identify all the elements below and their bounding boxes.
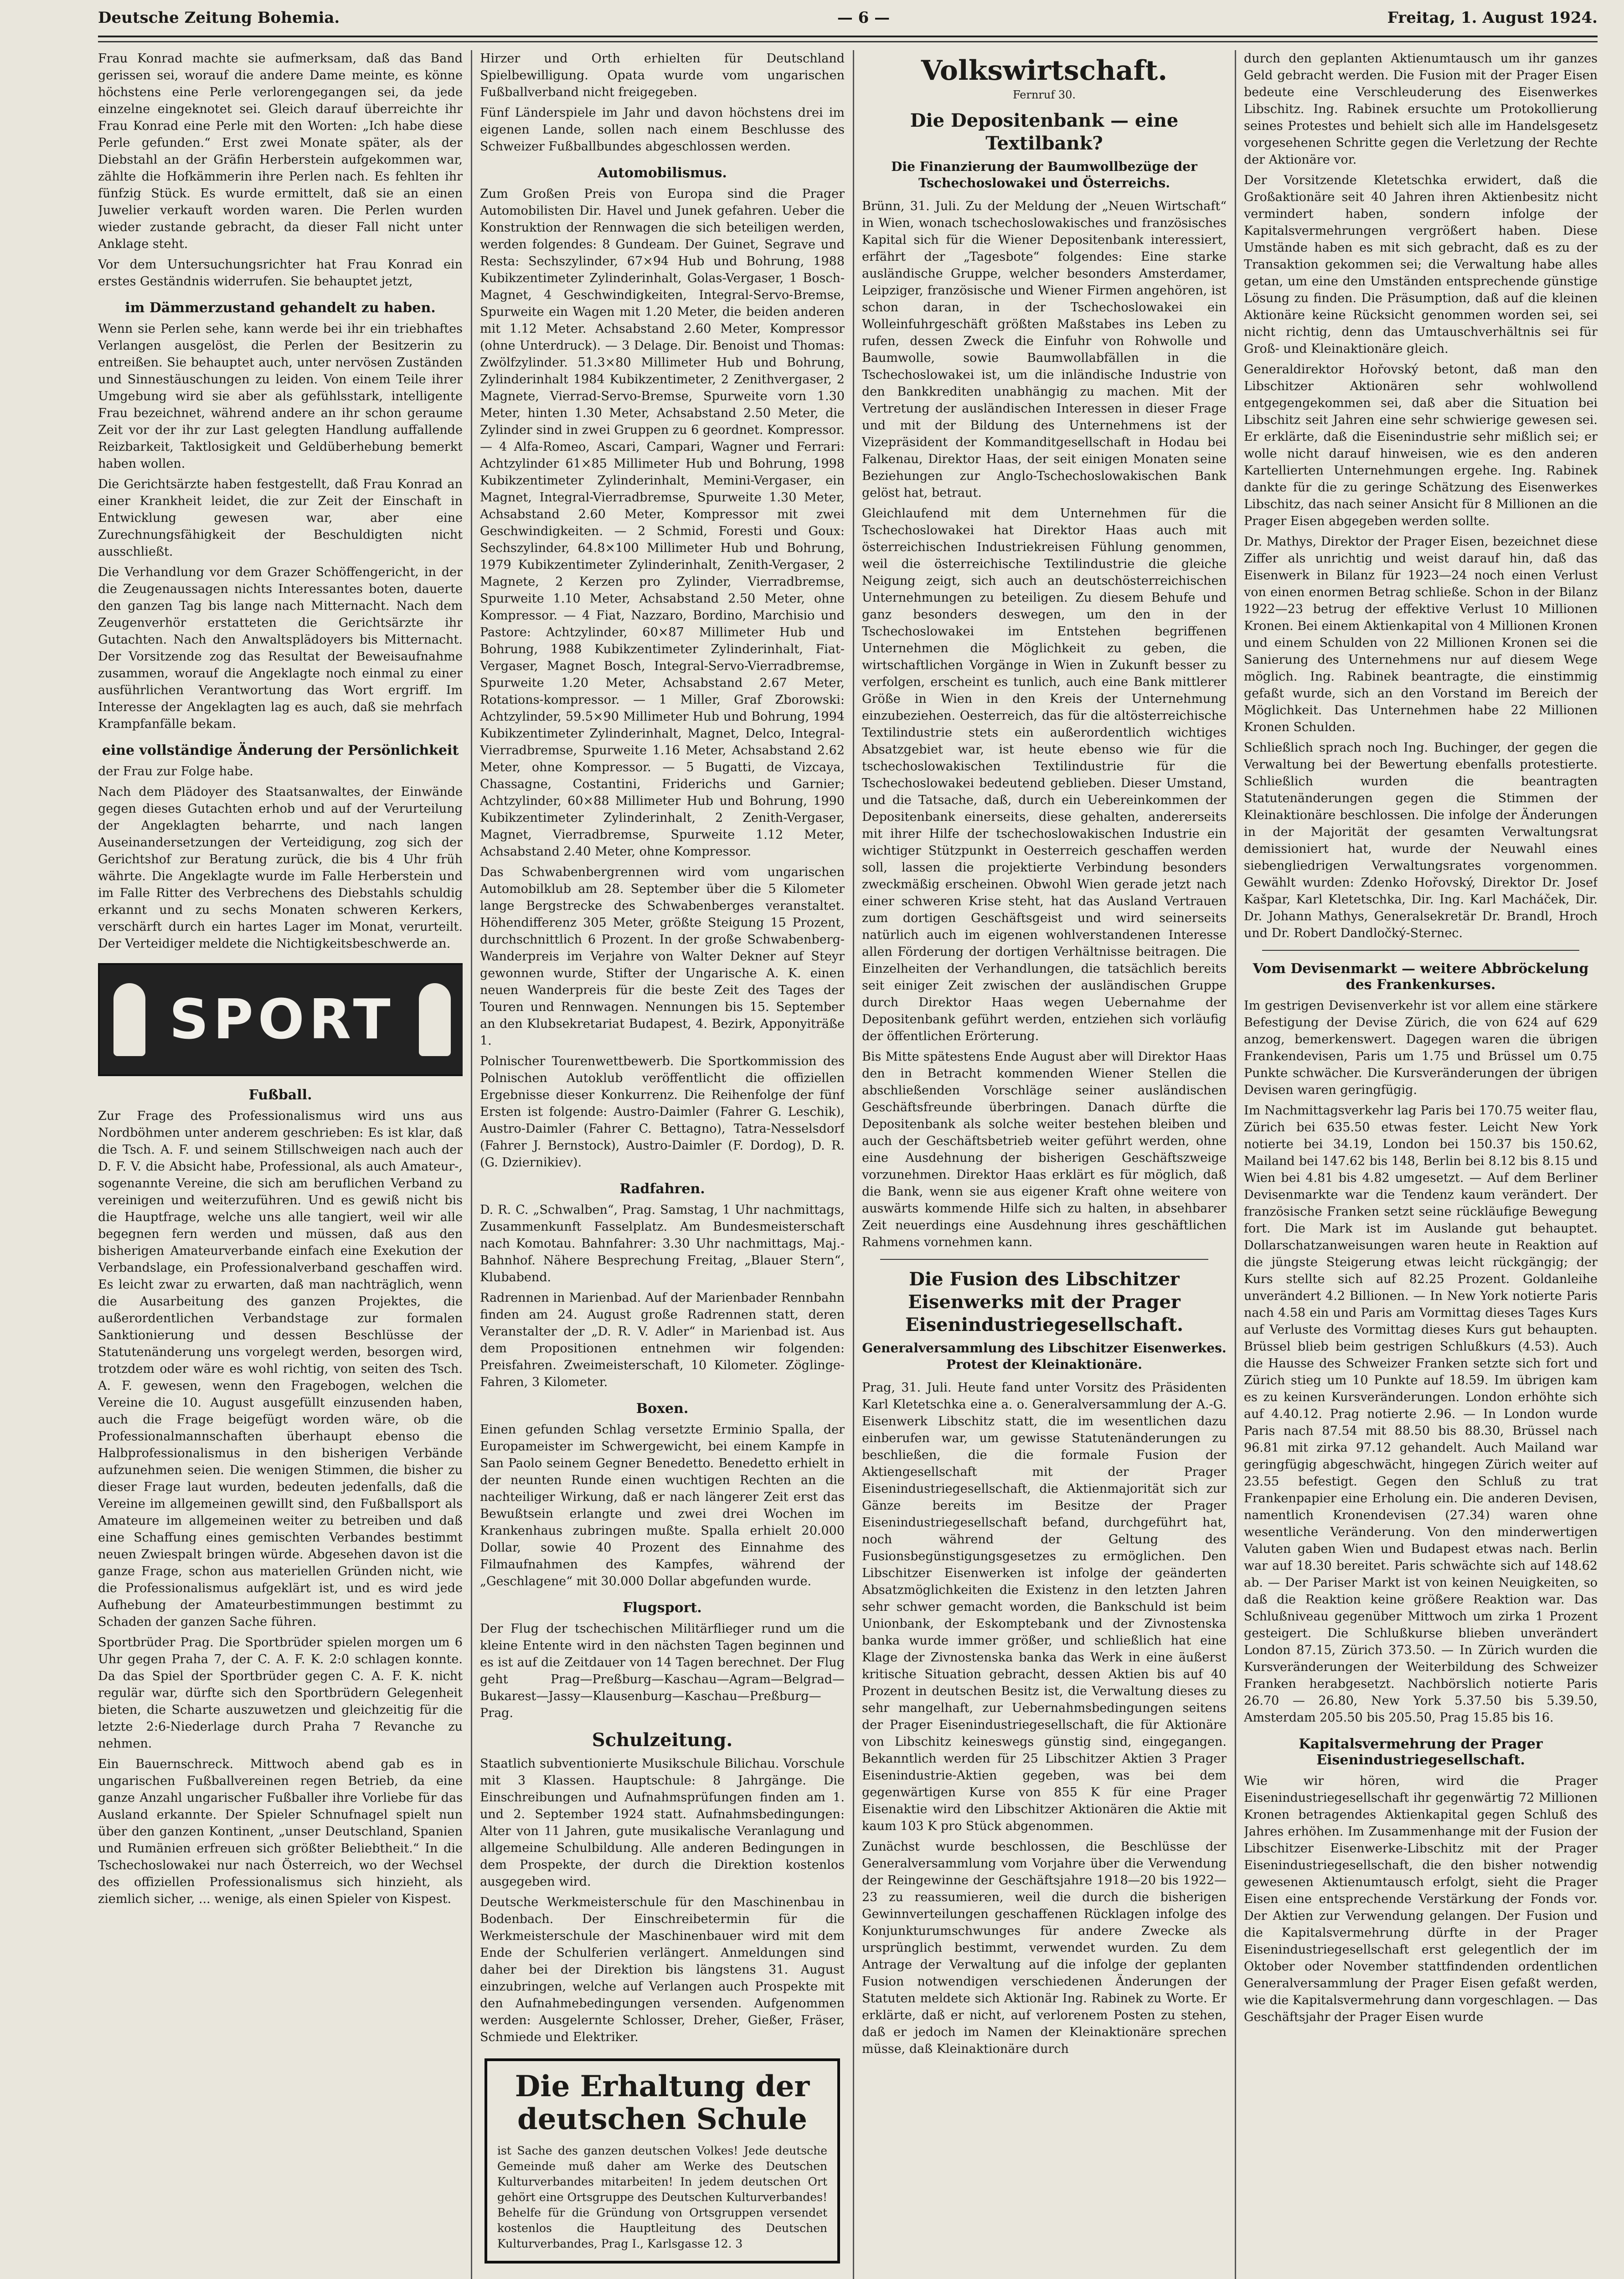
- subheading: im Dämmerzustand gehandelt zu haben.: [125, 300, 436, 316]
- article-paragraph: Das Schwabenbergrennen wird vom ungarischen Automobilklub am 28. September über die 5 Kilometer lange Bergstrecke des Schwabenberges veranstaltet. Höhendifferenz 305 Meter, größte Steigung 15 Prozent, durchschnittlich 6 Prozent. In der große Schwabenberg-Wanderpreis im Verjahre von Walter Dekner auf Steyr gewonnen wurde, Stifter der Ungarische A. K. einen neuen Wanderpreis für die beste Zeit des Tages der Touren und Rennwagen. Nennungen bis 15. September an den Klubsekretariat Budapest, 4. Bezirk, Apponyiträße 1.: [480, 865, 845, 1048]
- section-title-volkswirtschaft: Volkswirtschaft.: [921, 55, 1168, 87]
- section-heading-radfahren: Radfahren.: [619, 1181, 705, 1197]
- article-title: Vom Devisenmarkt — weitere Abbröckelung des Frankenkurses.: [1253, 961, 1589, 993]
- section-heading-flugsport: Flugsport.: [623, 1600, 702, 1616]
- article-paragraph: Fünf Länderspiele im Jahr und davon höchstens drei im eigenen Lande, sollen nach einem Beschlusse des Schweizer Fußballbundes abgeschlossen werden.: [480, 106, 845, 154]
- article-paragraph: durch den geplanten Aktienumtausch um ihr ganzes Geld gebracht werden. Die Fusion mit der Prager Eisen bedeute eine Verschleuderung des Eisenwerkes Libschitz. Ing. Rabinek ersuchte um Protokollierung seines Protestes und behielt sich alle im Handelsgesetz vorgesehenen Schritte gegen die Verletzung der Rechte der Aktionäre vor.: [1244, 52, 1598, 167]
- article-paragraph: Hirzer und Orth erhielten für Deutschland Spielbewilligung. Opata wurde vom ungarischen Fußballverband nicht freigegeben.: [480, 52, 845, 99]
- section-heading-fussball: Fußball.: [248, 1087, 312, 1103]
- column-2: [480, 50, 845, 2279]
- article-title: Die Fusion des Libschitzer Eisenwerks mit der Prager Eisenindustriegesellschaft.: [905, 1268, 1184, 1335]
- article-paragraph: Prag, 31. Juli. Heute fand unter Vorsitz des Präsidenten Karl Kletetschka eine a. o. Generalversammlung der A.-G. Eisenwerk Libschitz statt, die im wesentlichen dazu einberufen war, um gewisse Statutenänderungen zu beschließen, die die formale Fusion der Aktiengesellschaft mit der Prager Eisenindustriegesellschaft, die Aktienmajorität sich zur Gänze bereits im Besitze der Prager Eisenindustriegesellschaft befand, durchgeführt hat, noch während der Geltung des Fusionsbegünstigungsgesetzes zu ermöglichen. Den Libschitzer Eisenwerken ist infolge der geänderten Absatzmöglichkeiten die Existenz in den letzten Jahren sehr schwer gemacht worden, die Bankschuld ist beim Unionbank, der Eskomptebank und der Zivnostenska banka wurde immer größer, und schließlich hat eine Klage der Zivnostenska banka das Werk in eine äußerst kritische Situation gebracht, dessen Aktien bis auf 40 Prozent in deutschen Besitz ist, die Verwaltung dieses zu sehr mangelhaft, zur Uebernahmsbedingungen seitens der Prager Eisenindustriegesellschaft, die für Aktionäre von Libschitz keineswegs günstig sind, eingegangen. Bekanntlich werden für 25 Libschitzer Aktien 3 Prager Eisenindustrie-Aktien gegeben, was bei dem gegenwärtigen Kurse von 855 K für eine Prager Eisenaktie wird den Libschitzer Aktionären die Aktie mit kaum 103 K pro Stück abgenommen.: [862, 1381, 1227, 1833]
- article-paragraph: Dr. Mathys, Direktor der Prager Eisen, bezeichnet diese Ziffer als unrichtig und weist darauf hin, daß das Eisenwerk in Bilanz für 1923—24 noch einen Verlust von einen enormen Betrag schließe. Schon in der Bilanz 1922—23 betrug der effektive Verlust 10 Millionen Kronen. Bei einem Aktienkapital von 4 Millionen Kronen und einem Schulden von 22 Millionen Kronen sei die Sanierung des Unternehmens nur auf diesem Wege möglich. Ing. Rabinek beantragte, die einstimmig gefaßt wurde, sich an den Vorstand im Bereich der Möglichkeit. Das Unternehmen habe 22 Millionen Kronen Schulden.: [1244, 535, 1598, 734]
- article-paragraph: Der Flug der tschechischen Militärflieger rund um die kleine Entente wird in den nächsten Tagen beginnen und es ist auf die Zeitdauer von 14 Tagen berechnet. Der Flug geht Prag—Preßburg—Kaschau—Agram—Belgrad—Bukarest—Jassy—Klausenburg—Kaschau—Preßburg—Prag.: [480, 1622, 845, 1720]
- article-paragraph: Im Nachmittagsverkehr lag Paris bei 170.75 weiter flau, Zürich bei 635.50 etwas fester. Leicht New York notierte bei 34.19, London bei 150.37 bis 150.62, Mailand bei 147.62 bis 148, Berlin bei 8.12 bis 8.15 und Wien bei 4.81 bis 4.82 umgesetzt. — Auf dem Berliner Devisenmarkte war die Tendenz kaum verändert. Der französische Franken setzt seine rückläufige Bewegung fort. Die Mark ist im Auslande gut behauptet. Dollarschatzanweisungen waren heute in Reaktion auf die jüngste Steigerung etwas leicht rückgängig; der Kurs stellte sich auf 82.25 Prozent. Goldanleihe unverändert 4.2 Billionen. — In New York notierte Paris nach 4.58 ein und Paris am Vormittag dieses Tages Kurs auf Verluste des Vormittag dieses Kurs gut behaupten. Brüssel blieb beim gestrigen Schlußkurs (4.53). Auch die Hausse des Schweizer Franken setzte sich fort und Zürich stieg um 10 Punkte auf 18.59. Im übrigen kam es zu keinen Kursveränderungen. London erhöhte sich auf 4.40.12. Prag notierte 2.96. — In London wurde Paris nach 87.54 mit 88.50 bis 88.30, Brüssel nach 96.81 mit zirka 97.12 gehandelt. Auch Mailand war geringfügig abgeschwächt, hingegen Zürich weiter auf 23.55 befestigt. Gegen den Schluß zu trat Frankenpapier eine Erholung ein. Die anderen Devisen, namentlich Kronendevisen (27.34) waren ohne wesentliche Veränderung. Von den minderwertigen Valuten gaben Wien und Budapest etwas nach. Berlin war auf 18.30 bereitet. Paris schwächte sich auf 148.62 ab. — Der Pariser Markt ist von keinen Neuigkeiten, so daß die Reaktion keine größere Reaktion war. Das Schlußniveau gegenüber Mittwoch um zirka 1 Prozent gesteigert. Die Schlußkurse blieben unverändert London 87.15, Zürich 373.50. — In Zürich wurden die Kursveränderungen der Weiterbildung des Schweizer Franken herabgesetzt. Nachbörslich notierte Paris 26.70 — 26.80, New York 5.37.50 bis 5.39.50, Amsterdam 205.50 bis 205.50, Prag 15.85 bis 16.: [1244, 1103, 1598, 1725]
- column-1: [98, 50, 463, 2279]
- column-divider: [1235, 50, 1236, 2279]
- header-masthead: Deutsche Zeitung Bohemia.: [98, 9, 340, 27]
- article-paragraph: Gleichlaufend mit dem Unternehmen für die Tschechoslowakei hat Direktor Haas auch mit österreichischen Industriekreisen Fühlung genommen, weil die österreichische Textilindustrie die gleiche Neigung zeigt, sich auch an deutschösterreichischen Unternehmungen zu beteiligen. Zu diesem Behufe und ganz besonders deswegen, um den in der Tschechoslowakei im Entstehen begriffenen Unternehmen die Möglichkeit zu geben, die wirtschaftlichen Vorgänge in Wien in Zukunft besser zu verfolgen, erscheint es tunlich, auch eine Bank mittlerer Größe in Wien in den Kreis der Unternehmung einzubeziehen. Oesterreich, das für die altösterreichische Textilindustrie stets ein außerordentlich wichtiges Absatzgebiet war, ist heute ebenso wie für die tschechoslowakischen Textilindustrie für die Tschechoslowakei bedeutend geblieben. Dieser Umstand, und die Tatsache, daß, durch ein Uebereinkommen der Depositenbank einerseits, diese gehalten, andererseits mit ihrer Hilfe der tschechoslowakischen Industrie ein wichtiger Stützpunkt in Oesterreich geschaffen werden soll, lassen die projektierte Verbindung besonders zweckmäßig erscheinen. Obwohl Wien gerade jetzt nach einer schweren Krise steht, hat das Ausland Vertrauen zum dortigen Geschäftsgeist und wird seinerseits natürlich auch im eigenen wohlverstandenen Interesse allen Förderung der dortigen Verhältnisse beitragen. Die Einzelheiten der Verhandlungen, die tatsächlich bereits seit einiger Zeit zwischen der ausländischen Gruppe durch Direktor Haas wegen Uebernahme der Depositenbank geführt werden, entziehen sich vorläufig der öffentlichen Erörterung.: [862, 506, 1227, 1043]
- article-paragraph: Der Vorsitzende Kletetschka erwidert, daß die Großaktionäre seit 40 Jahren ihren Aktienbesitz nicht vermindert haben, sondern infolge der Kapitalsvermehrungen vergrößert haben. Diese Umstände haben es mit sich gebracht, daß es zu der Transaktion gekommen sei; die Verwaltung habe alles getan, um eine den Umständen entsprechende günstige Lösung zu finden. Die Präsumption, daß auf die kleinen Aktionäre keine Rücksicht genommen worden sei, sei nicht richtig, denn das Umtauschverhältnis sei für Groß- und Kleinaktionäre gleich.: [1244, 173, 1598, 356]
- article-paragraph: Ein Bauernschreck. Mittwoch abend gab es in ungarischen Fußballvereinen regen Betrieb, da eine ganze Anzahl ungarischer Fußballer ihre Vorliebe für das Ausland erkannte. Der Spieler Schnufnagel spielt nun über den ganzen Kontinent, „unser Deutschland, Spanien und Rumänien erfreuen sich größter Beliebtheit.“ In die Tschechoslowakei nur nach Österreich, wo der Wechsel des offiziellen Professionalismus sich hinzieht, als ziemlich sicher, ... wenige, als einen Spieler von Kispest.: [98, 1757, 463, 1906]
- sport-banner-illustration: [98, 963, 463, 1076]
- sport-banner-text: SPORT: [169, 988, 395, 1052]
- article-paragraph: Zunächst wurde beschlossen, die Beschlüsse der Generalversammlung vom Vorjahre über die Verwendung der Reingewinne der Geschäftsjahre 1918—20 bis 1922—23 zu reassumieren, weil die durch die bisherigen Gewinnverteilungen geschaffenen Rücklagen infolge des Konjunkturumschwunges für andere Zwecke als ursprünglich bestimmt, verwendet wurden. Zu dem Antrage der Verwaltung auf die infolge der geplanten Fusion notwendigen verschiedenen Änderungen der Statuten meldete sich Aktionär Ing. Rabinek zu Worte. Er erklärte, daß er nicht, auf verlorenem Posten zu stehen, daß er jedoch im Namen der Kleinaktionäre sprechen müsse, daß Kleinaktionäre durch: [862, 1840, 1227, 2056]
- athlete-figure-icon: [419, 983, 451, 1056]
- page-header: [98, 0, 1598, 37]
- article-paragraph: Polnischer Tourenwettbewerb. Die Sportkommission des Polnischen Autoklub veröffentlicht die offiziellen Ergebnisse dieser Konkurrenz. Die Reihenfolge der fünf Ersten ist folgende: Austro-Daimler (Fahrer G. Leschik), Austro-Daimler (Fahrer C. Bettagno), Tatra-Nesselsdorf (Fahrer J. Bernstock), Austro-Daimler (F. Dordog), D. R. (G. Dziernikiev).: [480, 1054, 845, 1170]
- article-paragraph: Brünn, 31. Juli. Zu der Meldung der „Neuen Wirtschaft“ in Wien, wonach tschechoslowakisches und französisches Kapital sich für die Wiener Depositenbank interessiert, erfährt der „Tagesbote“ folgendes: Eine starke ausländische Gruppe, welcher besonders Amsterdamer, Leipziger, französische und Wiener Firmen angehören, ist schon daran, in der Tschechoslowakei ein Wolleinfuhrgeschäft größten Maßstabes ins Leben zu rufen, dessen Zweck die Einfuhr von Rohwolle und Baumwolle, sowie Baumwollabfällen in die Tschechoslowakei ist, um die inländische Industrie von den Bankkrediten unabhängig zu machen. Mit der Vertretung der ausländischen Interessen in dieser Frage und mit der Bildung des Unternehmens ist der Vizepräsident der Kommanditgesellschaft in Hodau bei Falkenau, Direktor Haas, der seit einigen Monaten seine Beziehungen zur Anglo-Tschechoslowakischen Bank gelöst hat, betraut.: [862, 199, 1227, 500]
- section-heading-automobilismus: Automobilismus.: [598, 165, 727, 181]
- article-paragraph: Staatlich subventionierte Musikschule Bilichau. Vorschule mit 3 Klassen. Hauptschule: 8 Jahrgänge. Die Einschreibungen und Aufnahmsprüfungen finden am 1. und 2. September 1924 statt. Aufnahmsbedingungen: Alter von 11 Jahren, gute musikalische Veranlagung und allgemeine Schulbildung. Alle anderen Bedingungen in dem Prospekte, der durch die Direktion kostenlos ausgegeben wird.: [480, 1757, 845, 1889]
- article-paragraph: Wie wir hören, wird die Prager Eisenindustriegesellschaft ihr gegenwärtig 72 Millionen Kronen betragendes Aktienkapital gegen Schluß des Jahres erhöhen. Im Zusammenhange mit der Fusion der Libschitzer Eisenwerke-Libschitz mit der Prager Eisenindustriegesellschaft, die den bisher notwendig gewesenen Aktienumtausch erfolgt, sieht die Prager Eisen eine entsprechende Verstärkung der Fonds vor. Der Aktien zur Verwendung gelangen. Der Fusion und die Kapitalsvermehrung dürfte in der Prager Eisenindustriegesellschaft erst gelegentlich der im Oktober oder November stattfindenden ordentlichen Generalversammlung der Prager Eisen gefaßt werden, wie die Kapitalsvermehrung dann vorgeschlagen. — Das Geschäftsjahr der Prager Eisen wurde: [1244, 1774, 1598, 2024]
- column-divider: [471, 50, 472, 2279]
- article-paragraph: Einen gefunden Schlag versetzte Erminio Spalla, der Europameister im Schwergewicht, bei einem Kampfe in San Paolo seinem Gegner Benedetto. Benedetto erhielt in der neunten Runde einen wuchtigen Rechten an die nachteiliger Wirkung, daß er nach längerer Zeit erst das Bewußtsein erlangte und zwei drei Wochen im Krankenhaus zubringen mußte. Spalla erhielt 20.000 Dollar, sowie 40 Prozent des Einnahme des Filmaufnahmen des Kampfes, während der „Geschlagene“ mit 30.000 Dollar abgefunden wurde.: [480, 1423, 845, 1588]
- article-paragraph: Die Gerichtsärzte haben festgestellt, daß Frau Konrad an einer Krankheit leidet, die zur Zeit der Einschaft in Entwicklung gewesen war, aber eine Zurechnungsfähigkeit der Beschuldigten nicht ausschließt.: [98, 477, 463, 559]
- ad-text: ist Sache des ganzen deutschen Volkes! Jede deutsche Gemeinde muß daher am Werke des Deutschen Kulturverbandes mitarbeiten! In jedem deutschen Ort gehört eine Ortsgruppe des Deutschen Kulturverbandes! Behelfe für die Gründung von Ortsgruppen versendet kostenlos die Hauptleitung des Deutschen Kulturverbandes, Prag I., Karlsgasse 12. 3: [497, 2144, 827, 2250]
- section-heading-schulzeitung: Schulzeitung.: [592, 1729, 733, 1751]
- article-paragraph: Wenn sie Perlen sehe, kann werde bei ihr ein triebhaftes Verlangen ausgelöst, die Perlen der Besitzerin zu entreißen. Sie behauptet auch, unter nervösen Zuständen und Sinnestäuschungen zu leiden. Von einem Teile ihrer Umgebung wird sie aber als gefühlsstark, intelligente Frau bezeichnet, während andere an ihr schon geraume Zeit vor der ihr zur Last gelegten Handlung auffallende Reizbarkeit, Taktlosigkeit und Geldüberhebung bemerkt haben wollen.: [98, 322, 463, 471]
- subheading: eine vollständige Änderung der Persönlichkeit: [102, 742, 459, 758]
- article-paragraph: Zur Frage des Professionalismus wird uns aus Nordböhmen unter anderem geschrieben: Es ist klar, daß die Tsch. A. F. und seinem Stillschweigen nach auch der D. F. V. die Absicht habe, Professional, als auch Amateur-, sogenannte Vereine, die sich am beruflichen Verband zu vereinigen und weiterzuführen. Und es gewiß nicht bis die Hauptfrage, welche uns alle tangiert, weil wir alle begegnen fern werden und müssen, daß aus den bisherigen Amateurverbande einfach eine Exekution der Verbandslage, ein Professionalverband geschaffen wird. Es leicht zwar zu erwarten, daß man nachträglich, wenn die Ausarbeitung des ganzen Projektes, die außerordentlichen Verbandstage zur formalen Sanktionierung und dessen Beschlüsse der Statutenänderung uns vorgelegt werden, besorgen wird, trotzdem oder wäre es wohl richtig, von seiten des Tsch. A. F. gewesen, wenn den Fragebogen, welchen die Vereine die 10. August ausgefüllt einzusenden haben, auch die Frage beigefügt worden wäre, ob die Professionalmannschaften überhaupt ebenso die Halbprofessionalismus in den bisherigen Verbände aufzunehmen seien. Die wenigen Stimmen, die bisher zu dieser Frage laut wurden, bedeuten jedenfalls, daß die Vereine im allgemeinen gewillt sind, den Fußballsport als Amateure im allgemeinen weiter zu betreiben und daß eine Schaffung eines gemischten Verbandes bestimmt neuen Zwiespalt bringen würde. Abgesehen davon ist die ganze Frage, schon aus materiellen Gründen nicht, wie die Professionalismus aufgeklärt ist, und es wird jede Aufhebung der Amateurbestimmungen bestimmt zu Schaden der ganzen Sache führen.: [98, 1109, 463, 1629]
- article-paragraph: Zum Großen Preis von Europa sind die Prager Automobilisten Dir. Havel und Junek gefahren. Ueber die Konstruktion der Rennwagen die sich beteiligen werden, werden folgendes: 8 Gundeam. Der Guinet, Segrave und Resta: Sechszylinder, 67×94 Hub und Bohrung, 1988 Kubikzentimeter Zylinderinhalt, Golas-Vergaser, 1 Bosch-Magnet, 4 Geschwindigkeiten, Integral-Servo-Bremse, Spurweite ein Wagen mit 1.20 Meter, die beiden anderen mit 1.12 Meter. Achsabstand 2.60 Meter, Kompressor (ohne Unterdruck). — 3 Delage. Dir. Benoist und Thomas: Zwölfzylinder. 51.3×80 Millimeter Hub und Bohrung, Zylinderinhalt 1984 Kubikzentimeter, 2 Zenithvergaser, 2 Magnete, Vierrad-Servo-Bremse, Spurweite vorn 1.30 Meter, hinten 1.30 Meter, Achsabstand 2.50 Meter, die Zylinder sind in zwei Gruppen zu 6 geordnet. Kompressor. — 4 Alfa-Romeo, Ascari, Campari, Wagner und Ferrari: Achtzylinder 61×85 Millimeter Hub und Bohrung, 1998 Kubikzentimeter Zylinderinhalt, Memini-Vergaser, ein Magnet, Integral-Vierradbremse, Spurweite 1.30 Meter, Achsabstand 2.60 Meter, Kompressor mit zwei Geschwindigkeiten. — 2 Schmid, Foresti und Goux: Sechszylinder, 64.8×100 Millimeter Hub und Bohrung, 1979 Kubikzentimeter Zylinderinhalt, Zenith-Vergaser, 2 Magnete, 2 Kerzen pro Zylinder, Vierradbremse, Spurweite 1.10 Meter, Achsabstand 2.50 Meter, ohne Kompressor. — 4 Fiat, Nazzaro, Bordino, Marchisio und Pastore: Achtzylinder, 60×87 Millimeter Hub und Bohrung, 1988 Kubikzentimeter Zylinderinhalt, Fiat-Vergaser, Magnet Bosch, Integral-Servo-Vierradbremse, Spurweite 1.20 Meter, Achsabstand 2.67 Meter, Rotations-kompressor. — 1 Miller, Graf Zborowski: Achtzylinder, 59.5×90 Millimeter Hub und Bohrung, 1994 Kubikzentimeter Zylinderinhalt, Magnet, Delco, Integral-Vierradbremse, Spurweite 1.16 Meter, Achsabstand 2.62 Meter, ohne Kompressor. — 5 Bugatti, de Vizcaya, Chassagne, Costantini, Friderichs und Garnier; Achtzylinder, 60×88 Millimeter Hub und Bohrung, 1990 Kubikzentimeter Zylinderinhalt, 2 Zenith-Vergaser, Magnet, Vierradbremse, Spurweite 1.12 Meter, Achsabstand 2.40 Meter, ohne Kompressor.: [480, 187, 845, 859]
- article-paragraph: Generaldirektor Hořovský betont, daß man den Libschitzer Aktionären sehr wohlwollend entgegengekommen sei, daß aber die Situation bei Libschitz seit Jahren eine sehr schwierige gewesen sei. Er erklärte, daß die Eisenindustrie sehr mißlich sei; er wolle nicht darauf hinweisen, wie es den anderen Kartellierten Unternehmungen ergehe. Ing. Rabinek dankte für die zu geringe Schätzung des Eisenwerkes Libschitz, das nach seiner Ansicht für 8 Millionen an die Prager Eisen abgegeben werden sollte.: [1244, 362, 1598, 528]
- article-paragraph: Im gestrigen Devisenverkehr ist vor allem eine stärkere Befestigung der Devise Zürich, die von 624 auf 629 anzog, bemerkenswert. Dagegen waren die übrigen Frankendevisen, Paris um 1.75 und Brüssel um 0.75 Punkte schwächer. Die Kursveränderungen der übrigen Devisen waren geringfügig.: [1244, 999, 1598, 1097]
- article-paragraph: Frau Konrad machte sie aufmerksam, daß das Band gerissen sei, worauf die andere Dame meinte, es könne höchstens eine Perle verlorengegangen sei, da jede einzelne eingeknotet sei. Gleich darauf überreichte ihr Frau Konrad eine Perle mit den Worten: „Ich habe diese Perle gefunden.“ Erst zwei Monate später, als der Diebstahl an der Gräfin Herberstein aufgekommen war, zählte die Hofkämmerin ihre Perlen nach. Es fehlten ihr fünfzig Stück. Es wurde ermittelt, daß sie an einen Juwelier verkauft worden waren. Die Perlen wurden wieder zustande gebracht, da dieser Fall nicht unter Anklage steht.: [98, 52, 463, 251]
- header-rule: [98, 41, 1598, 42]
- article-paragraph: Radrennen in Marienbad. Auf der Marienbader Rennbahn finden am 24. August große Radrennen statt, deren Veranstalter der „D. R. V. Adler“ in Marienbad ist. Aus dem Propositionen entnehmen wir folgenden: Preisfahren. Zweimeisterschaft, 10 Kilometer. Zöglinge-Fahren, 3 Kilometer.: [480, 1291, 845, 1389]
- article-separator: [1262, 950, 1579, 951]
- section-phone: Fernruf 30.: [1012, 88, 1076, 101]
- article-separator: [880, 1259, 1208, 1260]
- article-subtitle: Generalversammlung des Libschitzer Eisenwerkes. Protest der Kleinaktionäre.: [862, 1341, 1227, 1372]
- article-subtitle: Die Finanzierung der Baumwollbezüge der Tschechoslowakei und Österreichs.: [891, 159, 1197, 191]
- column-4: [1244, 50, 1598, 2279]
- ad-title: Die Erhaltung der deutschen Schule: [515, 2069, 810, 2136]
- section-heading-boxen: Boxen.: [636, 1401, 689, 1417]
- article-paragraph: Nach dem Plädoyer des Staatsanwaltes, der Einwände gegen dieses Gutachten erhob und auf der Verurteilung der Angeklagten beharrte, und nach langen Auseinandersetzungen der Verteidigung, zog sich der Gerichtshof zur Beratung zurück, die bis 4 Uhr früh währte. Die Angeklagte wurde im Falle Herberstein und im Falle Ritter des Verbrechens des Diebstahls schuldig erkannt und zu sechs Monaten schweren Kerkers, verschärft durch ein hartes Lager im Monat, verurteilt. Der Verteidiger meldete die Nichtigkeitsbeschwerde an.: [98, 785, 463, 951]
- column-3: [862, 50, 1227, 2279]
- article-paragraph: Schließlich sprach noch Ing. Buchinger, der gegen die Verwaltung bei der Bewertung ebenfalls protestierte. Schließlich wurden die beantragten Statutenänderungen gegen die Stimmen der Kleinaktionäre beschlossen. Die infolge der Änderungen in der Majorität der gesamten Verwaltungsrat demissioniert hat, wurde der Neuwahl eines siebengliedrigen Verwaltungsrates vorgenommen. Gewählt wurden: Zdenko Hořovský, Direktor Dr. Josef Kašpar, Karl Kletetschka, Dir. Ing. Karl Macháček, Dir. Dr. Johann Mathys, Generalsekretär Dr. Brandl, Hroch und Dr. Robert Dandločký-Sternec.: [1244, 741, 1598, 940]
- article-paragraph: der Frau zur Folge habe.: [98, 764, 253, 779]
- header-page-number: — 6 —: [837, 9, 890, 27]
- article-paragraph: D. R. C. „Schwalben“, Prag. Samstag, 1 Uhr nachmittags, Zusammenkunft Fasselplatz. Am Bundesmeisterschaft nach Komotau. Bahnfahrer: 3.30 Uhr nachmittags, Maj.-Bahnhof. Nähere Besprechung Freitag, „Blauer Stern“, Klubabend.: [480, 1203, 845, 1284]
- column-divider: [853, 50, 854, 2279]
- header-date: Freitag, 1. August 1924.: [1387, 9, 1598, 27]
- article-title: Die Depositenbank — eine Textilbank?: [910, 110, 1179, 154]
- article-paragraph: Die Verhandlung vor dem Grazer Schöffengericht, in der die Zeugenaussagen nichts Interessantes boten, dauerte den ganzen Tag bis lange nach Mitternacht. Nach dem Zeugenverhör erstatteten die Gerichtsärzte ihr Gutachten. Nach den Anwaltsplädoyers bis Mitternacht. Der Vorsitzende zog das Resultat der Beweisaufnahme zusammen, worauf die Angeklagte noch einmal zu einer ausführlichen Verantwortung das Wort ergriff. Im Interesse der Angeklagten lag es auch, daß sie mehrfach Krampfanfälle bekam.: [98, 565, 463, 731]
- athlete-figure-icon: [113, 983, 145, 1056]
- article-paragraph: Sportbrüder Prag. Die Sportbrüder spielen morgen um 6 Uhr gegen Praha 7, der C. A. F. K. 2:0 schlagen konnte. Da das Spiel der Sportbrüder gegen C. A. F. K. nicht regulär war, dürfte sich den Sportbrüdern Gelegenheit bieten, die Scharte auszuwetzen und gleichzeitig für die letzte 2:6-Niederlage durch Praha 7 Revanche zu nehmen.: [98, 1635, 463, 1751]
- article-title: Kapitalsvermehrung der Prager Eisenindustriegesellschaft.: [1299, 1736, 1543, 1768]
- article-paragraph: Bis Mitte spätestens Ende August aber will Direktor Haas den in Betracht kommenden Wiener Stellen die abschließenden Vorschläge seiner ausländischen Geschäftsfreunde überbringen. Danach dürfte die Depositenbank als solche weiter bestehen bleiben und auch der Geschäftsbetrieb weiter geführt werden, ohne eine Ausdehnung der bisherigen Geschäftszweige vorzunehmen. Direktor Haas erklärt es für möglich, daß die Bank, wenn sie aus eigener Kraft ohne weitere von auswärts kommende Hilfe sich zu halten, in absehbarer Zeit neuerdings eine Ausdehnung ihres geschäftlichen Rahmens vornehmen kann.: [862, 1050, 1227, 1249]
- advertisement-box: [485, 2058, 840, 2264]
- article-paragraph: Vor dem Untersuchungsrichter hat Frau Konrad ein erstes Geständnis widerrufen. Sie behauptet jetzt,: [98, 258, 463, 289]
- article-paragraph: Deutsche Werkmeisterschule für den Maschinenbau in Bodenbach. Der Einschreibetermin für die Werkmeisterschule der Maschinenbauer wird mit dem Ende der Schulferien verlängert. Anmeldungen sind daher bei der Direktion bis längstens 31. August einzubringen, welche auf Verlangen auch Prospekte mit den Aufnahmebedingungen versenden. Aufgenommen werden: Ausgelernte Schlosser, Dreher, Gießer, Fräser, Schmiede und Elektriker.: [480, 1895, 845, 2044]
